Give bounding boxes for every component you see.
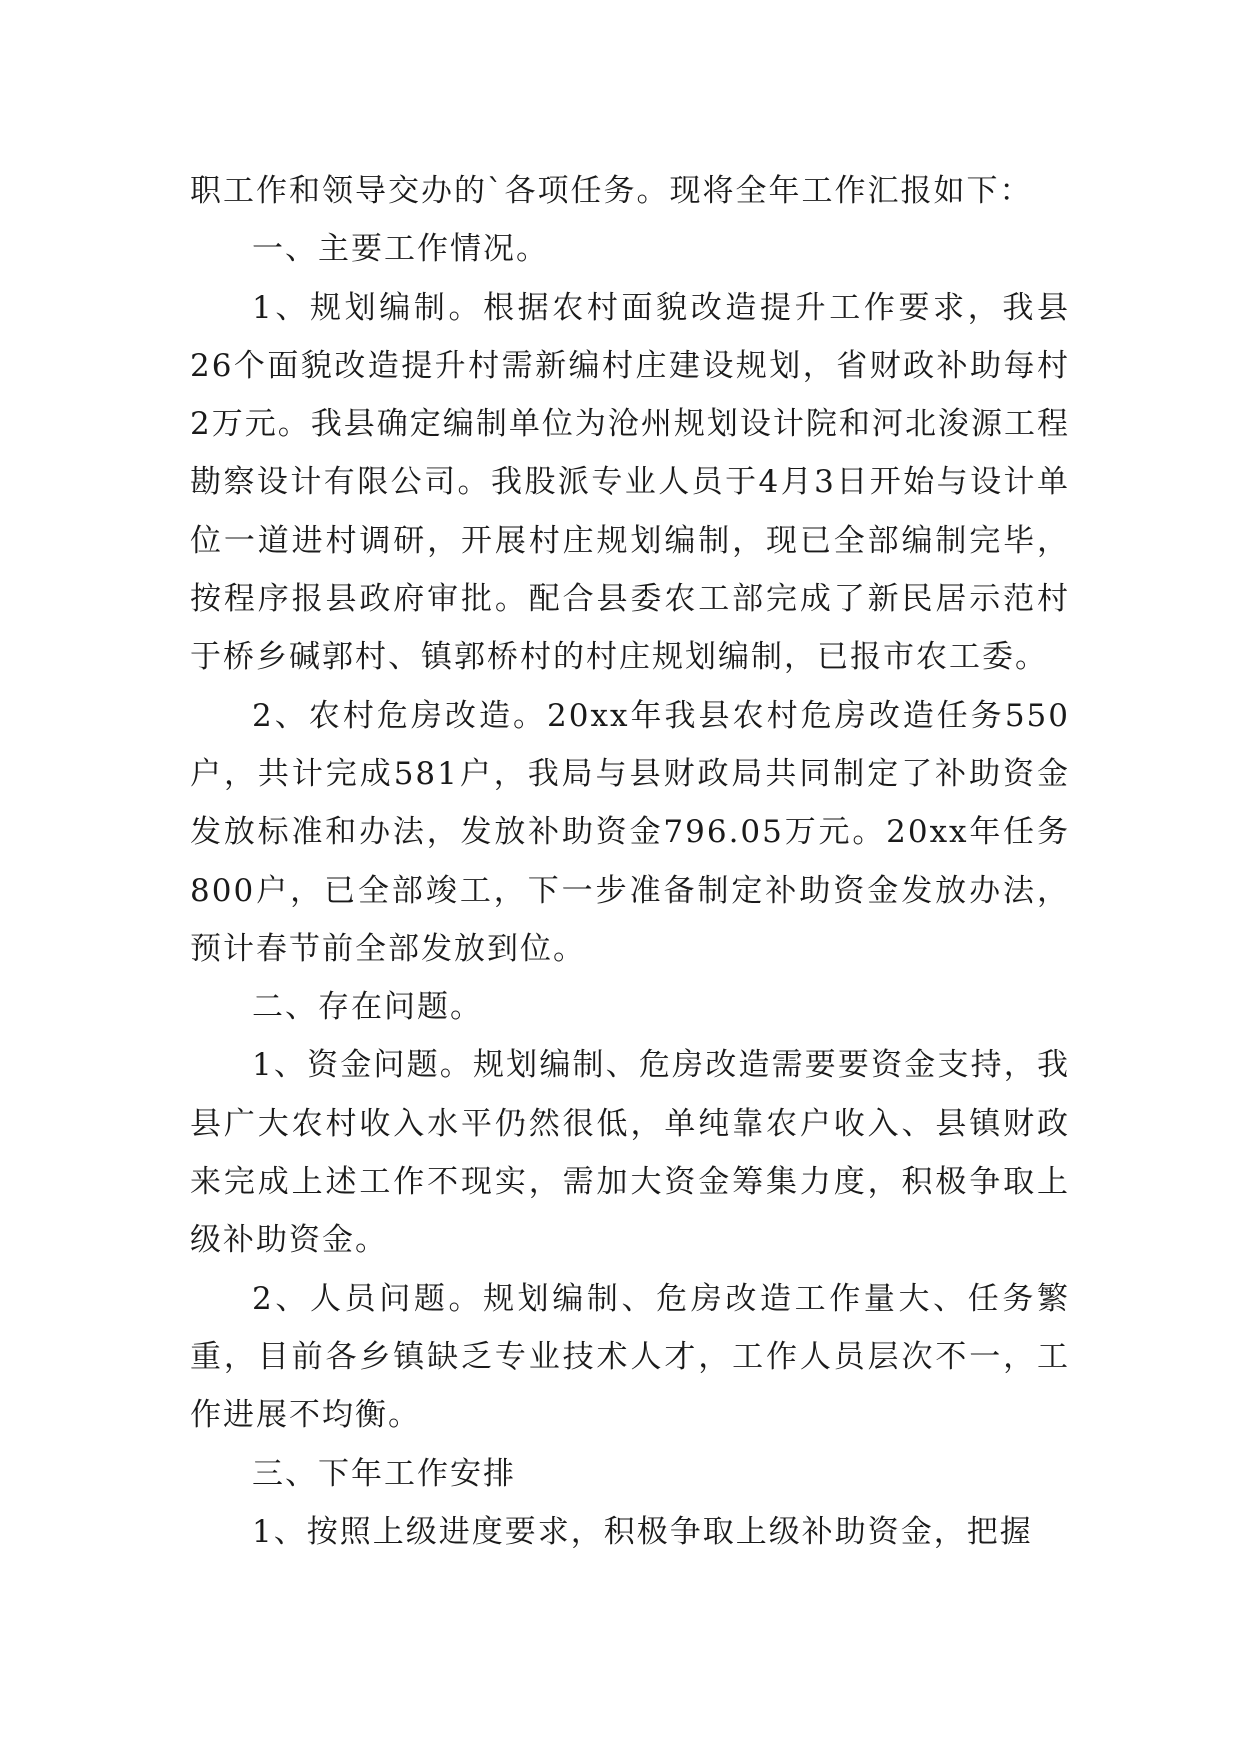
paragraph-dilapidated-housing: 2、农村危房改造。20xx年我县农村危房改造任务550户，共计完成581户，我局与县财政局共同制定了补助资金发放标准和办法，发放补助资金796.05万元。20xx年任务800户，已全部竣工，下一步准备制定补助资金发放办法，预计春节前全部发放到位。 — [190, 697, 1070, 967]
paragraph-next-year-1: 1、按照上级进度要求，积极争取上级补助资金，把握 — [252, 1513, 1033, 1550]
document-body — [190, 162, 1070, 1561]
paragraph-planning: 1、规划编制。根据农村面貌改造提升工作要求，我县26个面貌改造提升村需新编村庄建设规划，省财政补助每村2万元。我县确定编制单位为沧州规划设计院和河北浚源工程勘察设计有限公司。我股派专业人员于4月3日开始与设计单位一道进村调研，开展村庄规划编制，现已全部编制完毕，按程序报县政府审批。配合县委农工部完成了新民居示范村于桥乡碱郭村、镇郭桥村的村庄规划编制，已报市农工委。 — [190, 289, 1070, 676]
paragraph-staffing-problem: 2、人员问题。规划编制、危房改造工作量大、任务繁重，目前各乡镇缺乏专业技术人才，工作人员层次不一，工作进展不均衡。 — [190, 1280, 1070, 1434]
section-heading-problems: 二、存在问题。 — [252, 989, 483, 1026]
section-heading-next-year: 三、下年工作安排 — [252, 1455, 516, 1492]
paragraph-continuation: 职工作和领导交办的`各项任务。现将全年工作汇报如下： — [190, 173, 1033, 209]
section-heading-main-work: 一、主要工作情况。 — [252, 231, 549, 268]
paragraph-funding-problem: 1、资金问题。规划编制、危房改造需要要资金支持，我县广大农村收入水平仍然很低，单纯靠农户收入、县镇财政来完成上述工作不现实，需加大资金筹集力度，积极争取上级补助资金。 — [190, 1047, 1070, 1259]
